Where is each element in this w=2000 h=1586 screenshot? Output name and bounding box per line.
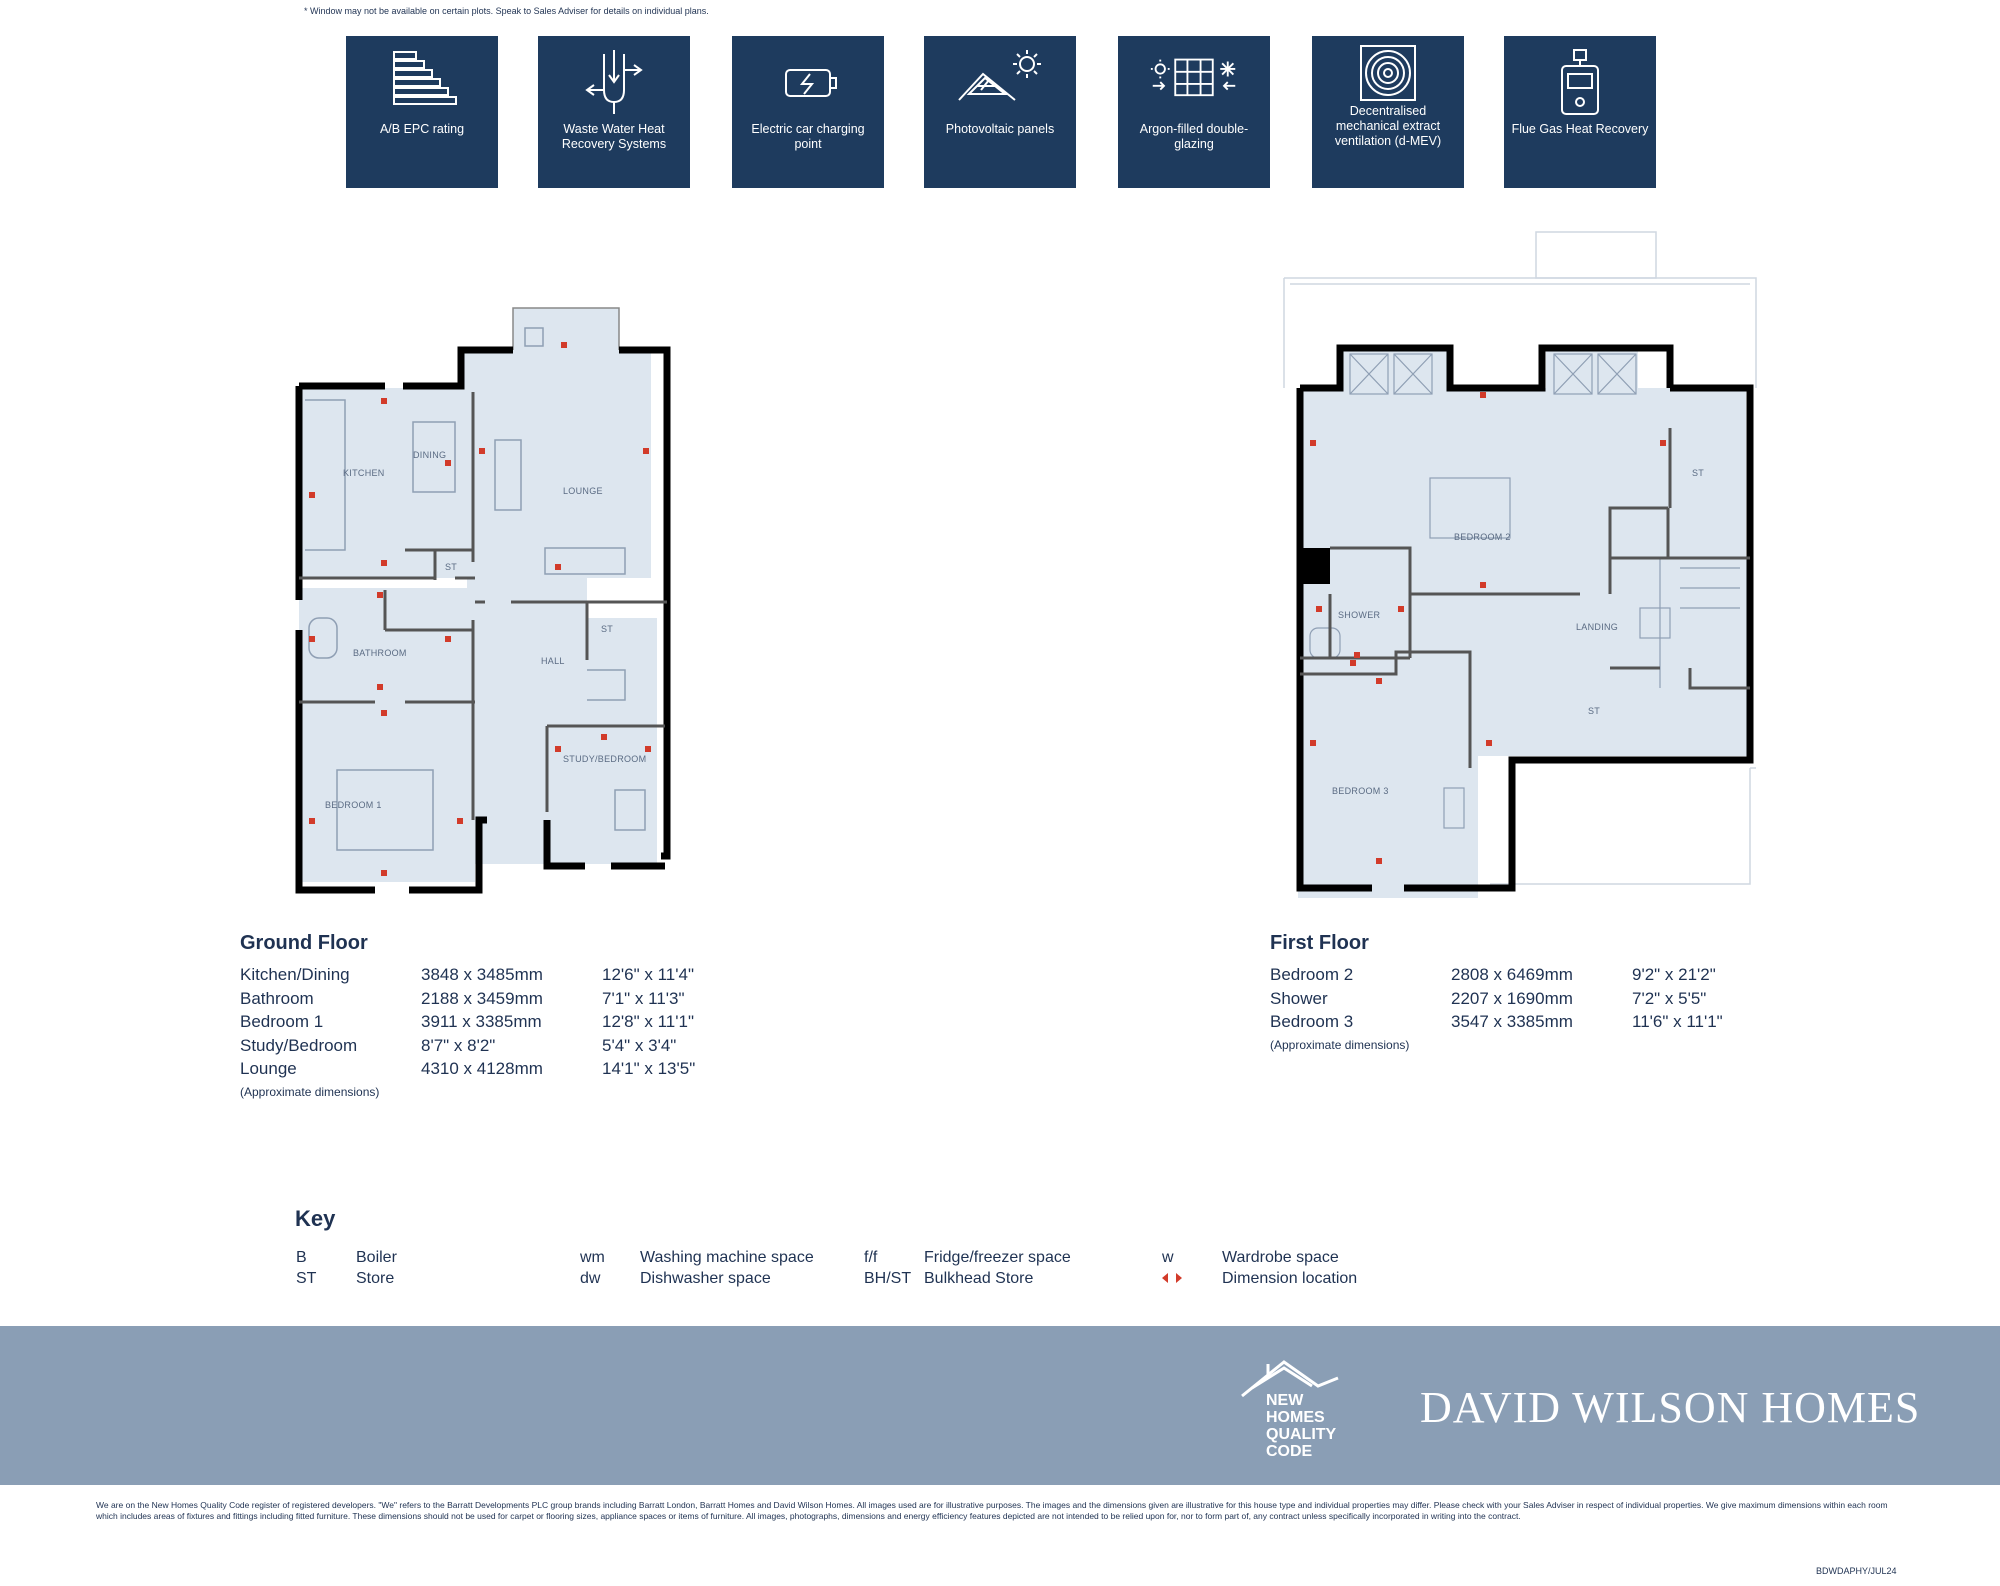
feature-tiles	[346, 36, 1656, 188]
room-bedroom-1: BEDROOM 1	[325, 800, 382, 810]
room-landing: LANDING	[1576, 622, 1619, 632]
solar-panel-icon	[955, 48, 1045, 118]
key-desc: Dishwasher space	[640, 1270, 771, 1287]
key-abbr: BH/ST	[864, 1270, 912, 1287]
first-floor-title: First Floor	[1270, 932, 1369, 954]
feature-label: Photovoltaic panels	[945, 122, 1055, 136]
feature-epc	[346, 36, 498, 188]
room-imperial: 7'1" x 11'3"	[602, 988, 685, 1008]
boiler-icon	[1535, 48, 1625, 118]
room-store: ST	[445, 562, 458, 572]
double-glazing-icon	[1149, 48, 1239, 118]
room-name: Kitchen/Dining	[240, 965, 350, 984]
room-name: Shower	[1270, 988, 1328, 1008]
epc-rating-icon	[377, 48, 467, 118]
room-name: Bathroom	[240, 988, 314, 1008]
room-metric: 2207 x 1690mm	[1451, 988, 1573, 1008]
nhqc-line: NEW	[1266, 1392, 1304, 1409]
feature-label: Argon-filled double-glazing	[1139, 122, 1249, 151]
key-desc: Fridge/freezer space	[924, 1249, 1071, 1266]
room-imperial: 11'6" x 11'1"	[1632, 1012, 1723, 1031]
feature-label: Electric car charging point	[751, 122, 865, 151]
ground-floor-dimensions	[240, 932, 695, 1099]
ev-charging-icon	[763, 48, 853, 118]
feature-dmev	[1312, 36, 1464, 188]
room-name: Bedroom 3	[1270, 1012, 1354, 1031]
key-abbr: f/f	[864, 1249, 878, 1266]
nhqc-line: CODE	[1266, 1443, 1313, 1460]
room-hall: HALL	[541, 656, 565, 666]
room-metric: 8'7" x 8'2"	[421, 1035, 496, 1055]
key-desc: Boiler	[356, 1249, 397, 1266]
water-heat-recovery-icon	[569, 48, 659, 118]
room-name: Bedroom 1	[240, 1012, 324, 1031]
dimension-row	[240, 1010, 695, 1034]
key-abbr: w	[1162, 1249, 1174, 1266]
feature-label: A/B EPC rating	[379, 122, 465, 136]
room-imperial: 5'4" x 3'4"	[602, 1035, 677, 1055]
key-abbr: dw	[580, 1270, 601, 1287]
key-abbr: ST	[296, 1270, 317, 1287]
feature-glazing	[1118, 36, 1270, 188]
document-reference: BDWDAPHY/JUL24	[1816, 1566, 1897, 1576]
room-imperial: 14'1" x 13'5"	[602, 1059, 696, 1078]
room-name: Study/Bedroom	[240, 1035, 358, 1055]
dimension-row	[1270, 1010, 1723, 1034]
dimension-row	[240, 1057, 695, 1081]
ground-floor-plan	[285, 300, 705, 900]
ground-floor-title: Ground Floor	[240, 932, 368, 954]
room-bedroom-3: BEDROOM 3	[1332, 786, 1389, 796]
room-metric: 3911 x 3385mm	[421, 1012, 542, 1031]
room-name: Lounge	[240, 1059, 297, 1078]
feature-fghr	[1504, 36, 1656, 188]
room-metric: 3547 x 3385mm	[1451, 1012, 1573, 1031]
dimension-row	[1270, 963, 1723, 987]
room-kitchen: KITCHEN	[343, 468, 385, 478]
feature-wwhrs	[538, 36, 690, 188]
key-abbr: B	[296, 1249, 307, 1266]
room-store: ST	[1692, 468, 1705, 478]
nhqc-logo-text	[1266, 1392, 1336, 1460]
key-desc: Store	[356, 1270, 395, 1287]
key-legend	[295, 1206, 335, 1232]
room-metric: 2808 x 6469mm	[1451, 965, 1573, 984]
room-store: ST	[601, 624, 614, 634]
room-study-bedroom: STUDY/BEDROOM	[563, 754, 647, 764]
room-name: Bedroom 2	[1270, 965, 1354, 984]
room-metric: 4310 x 4128mm	[421, 1059, 543, 1078]
approximate-note: (Approximate dimensions)	[1270, 1037, 1410, 1052]
dimension-row	[240, 1034, 695, 1058]
key-desc: Washing machine space	[640, 1249, 814, 1266]
room-imperial: 9'2" x 21'2"	[1632, 965, 1716, 984]
first-floor-plan	[1280, 228, 1770, 900]
feature-ev	[732, 36, 884, 188]
first-floor-dimensions	[1270, 932, 1723, 1052]
dimension-row	[240, 963, 695, 987]
room-lounge: LOUNGE	[563, 486, 603, 496]
key-abbr: wm	[580, 1249, 605, 1266]
room-shower: SHOWER	[1338, 610, 1381, 620]
room-metric: 2188 x 3459mm	[421, 988, 543, 1008]
key-title: Key	[295, 1206, 336, 1231]
room-bathroom: BATHROOM	[353, 648, 407, 658]
room-store: ST	[1588, 706, 1601, 716]
nhqc-line: QUALITY	[1266, 1426, 1337, 1443]
dimension-marker-icon	[1160, 1270, 1184, 1291]
key-desc: Dimension location	[1222, 1270, 1358, 1287]
ventilation-fan-icon	[1343, 44, 1433, 104]
approximate-note: (Approximate dimensions)	[240, 1084, 380, 1099]
feature-label: Flue Gas Heat Recovery	[1511, 122, 1649, 136]
room-imperial: 7'2" x 5'5"	[1632, 988, 1707, 1008]
feature-label: Waste Water Heat Recovery Systems	[561, 122, 667, 151]
feature-pv	[924, 36, 1076, 188]
legal-disclaimer: We are on the New Homes Quality Code register of registered developers. "We" refers to the Barratt Developments PLC group brands including Barratt London, Barratt Homes and David Wilson Homes. All images used are for illustrative purposes. The images and the dimensions given are illustrative for this house type and individual properties may differ. Please check with your Sales Adviser in respect of individual properties. We give maximum dimensions within each room which includes areas of fixtures and fittings including fitted furniture. These dimensions should not be used for carpet or flooring sizes, appliance spaces or items of furniture. All images, photographs, dimensions and energy efficiency features depicted are not intended to be relied upon for, nor to form part of, any contract unless specifically incorporated in writing into the contract.	[96, 1500, 1888, 1521]
brand-logo: DAVID WILSON HOMES	[1420, 1383, 1921, 1432]
room-metric: 3848 x 3485mm	[421, 965, 543, 984]
dimension-row	[240, 987, 695, 1011]
nhqc-line: HOMES	[1266, 1409, 1325, 1426]
feature-label: Decentralised mechanical extract ventilation (d-MEV)	[1334, 104, 1442, 148]
room-imperial: 12'8" x 11'1"	[602, 1012, 694, 1031]
room-dining: DINING	[413, 450, 447, 460]
room-imperial: 12'6" x 11'4"	[602, 965, 694, 984]
key-desc: Wardrobe space	[1222, 1249, 1339, 1266]
room-bedroom-2: BEDROOM 2	[1454, 532, 1511, 542]
top-note: * Window may not be available on certain plots. Speak to Sales Adviser for details on individual plans.	[304, 6, 709, 16]
dimension-row	[1270, 987, 1723, 1011]
key-desc: Bulkhead Store	[924, 1270, 1034, 1287]
